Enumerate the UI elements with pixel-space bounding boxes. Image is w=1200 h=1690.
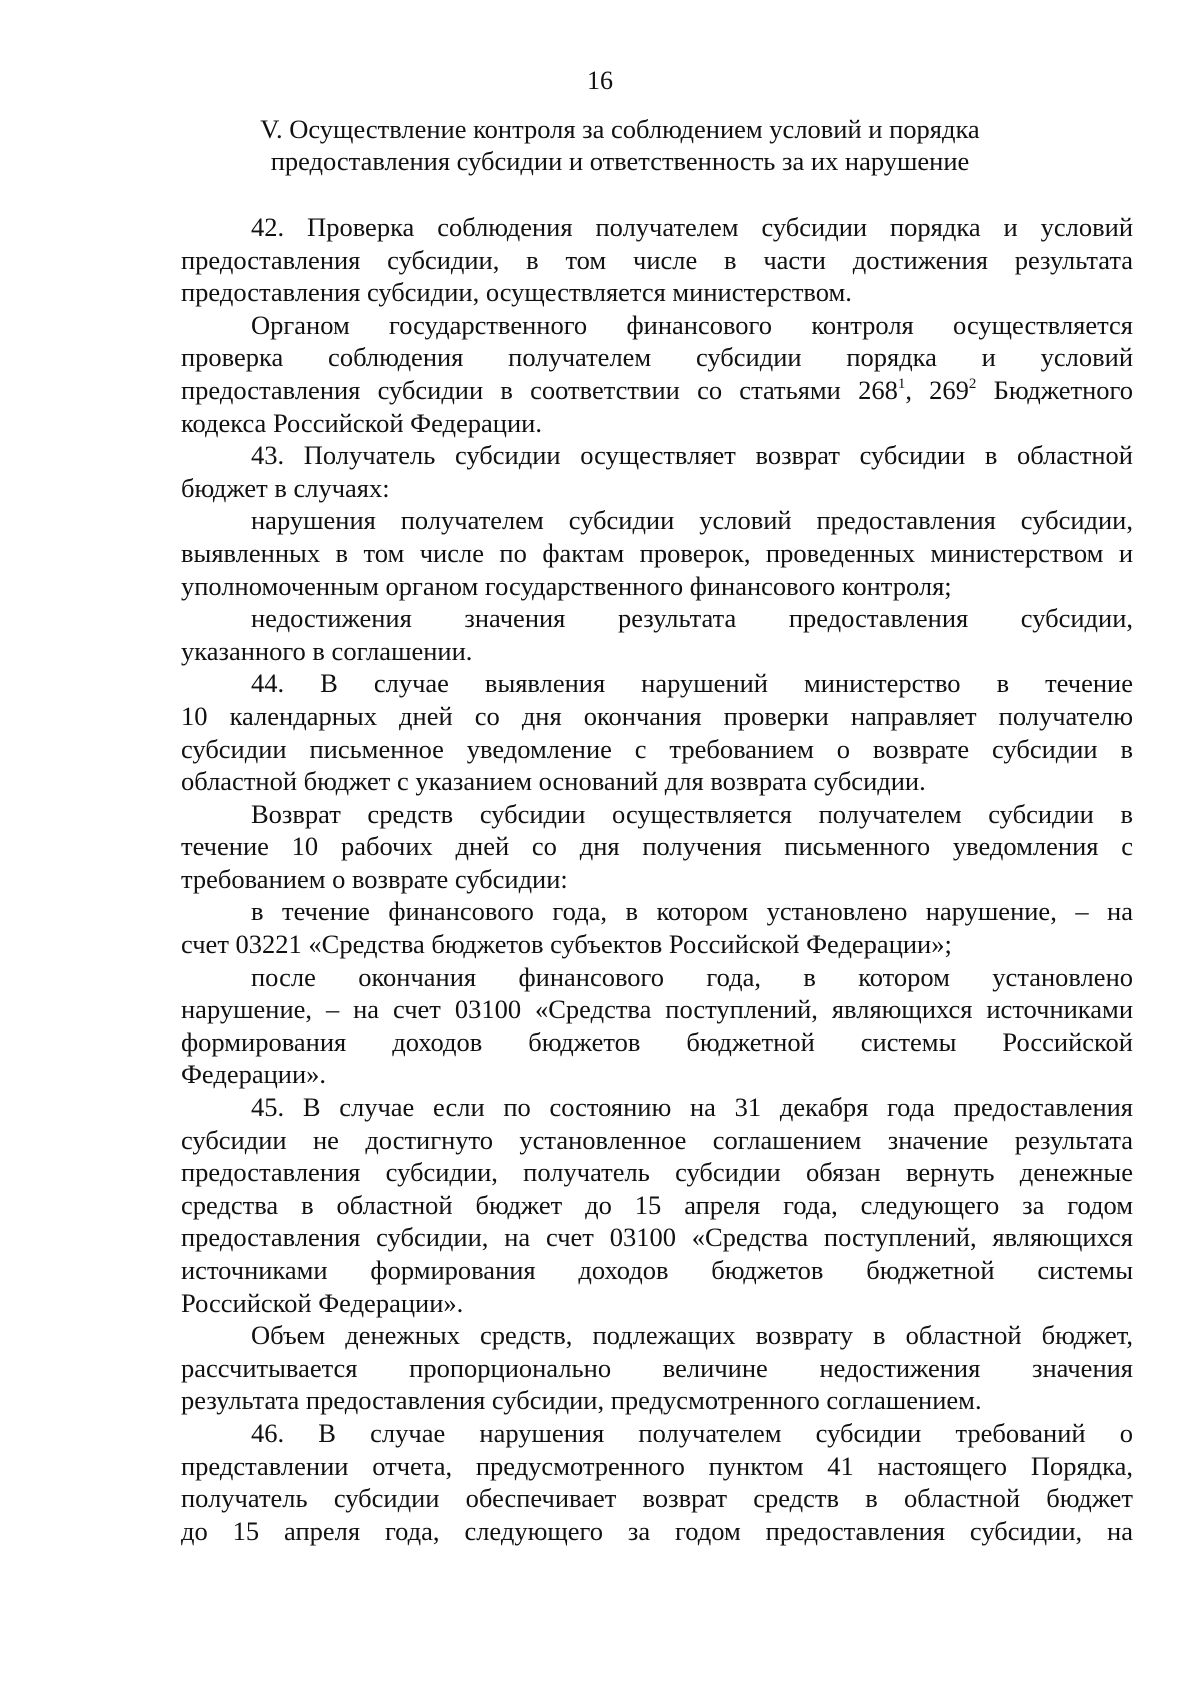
section-heading xyxy=(150,113,1090,177)
text-line: предоставления субсидии, на счет 03100 «Средства поступлений, являющихся xyxy=(181,1222,1133,1253)
page-number: 16 xyxy=(587,66,613,95)
text-line: Российской Федерации». xyxy=(181,1287,464,1318)
text-line: требованием о возврате субсидии: xyxy=(181,863,568,894)
paragraph-violation xyxy=(181,504,1133,602)
paragraph-45 xyxy=(181,1091,1133,1319)
text-line: 10 календарных дней со дня окончания проверки направляет получателю xyxy=(181,700,1133,731)
text-run: , 269 xyxy=(905,374,969,405)
text-line: до 15 апреля года, следующего за годом предоставления субсидии, на xyxy=(181,1515,1133,1546)
text-line: указанного в соглашении. xyxy=(181,635,473,666)
document-body xyxy=(181,211,1133,1547)
paragraph-refund xyxy=(181,798,1133,896)
paragraph-46 xyxy=(181,1417,1133,1547)
text-line: кодекса Российской Федерации. xyxy=(181,407,542,438)
text-line: Федерации». xyxy=(181,1059,327,1090)
text-line: предоставления субсидии, осуществляется министерством. xyxy=(181,277,852,308)
text-line: 45. В случае если по состоянию на 31 декабря года предоставления xyxy=(251,1092,1133,1123)
text-run: предоставления субсидии в соответствии со статьями 268 xyxy=(181,374,898,405)
paragraph-42 xyxy=(181,211,1133,309)
text-line: 44. В случае выявления нарушений министерство в течение xyxy=(251,668,1133,699)
text-line: недостижения значения результата предоставления субсидии, xyxy=(251,603,1133,634)
paragraph-within-year xyxy=(181,895,1133,960)
text-line: предоставления субсидии, в том числе в части достижения результата xyxy=(181,244,1133,275)
text-line: нарушение, – на счет 03100 «Средства поступлений, являющихся источниками xyxy=(181,994,1133,1025)
text-line: субсидии не достигнуто установленное соглашением значение результата xyxy=(181,1124,1133,1155)
paragraph-43 xyxy=(181,439,1133,504)
text-line: после окончания финансового года, в котором установлено xyxy=(251,961,1133,992)
text-line: субсидии письменное уведомление с требованием о возврате субсидии в xyxy=(181,733,1133,764)
text-line: 46. В случае нарушения получателем субсидии требований о xyxy=(251,1417,1133,1448)
superscript: 1 xyxy=(897,375,906,392)
text-line: Органом государственного финансового контроля осуществляется xyxy=(251,309,1133,340)
paragraph-amount xyxy=(181,1319,1133,1417)
text-line: получатель субсидии обеспечивает возврат средств в областной бюджет xyxy=(181,1483,1133,1514)
text-line: формирования доходов бюджетов бюджетной системы Российской xyxy=(181,1026,1133,1057)
text-line: счет 03221 «Средства бюджетов субъектов Российской Федерации»; xyxy=(181,929,952,960)
text-line: Объем денежных средств, подлежащих возврату в областной бюджет, xyxy=(251,1320,1133,1351)
text-line-with-superscripts xyxy=(181,374,1133,407)
text-line: источниками формирования доходов бюджетов бюджетной системы xyxy=(181,1255,1133,1285)
text-line: предоставления субсидии, получатель субсидии обязан вернуть денежные xyxy=(181,1157,1133,1188)
text-line: бюджет в случаях: xyxy=(181,472,390,503)
text-line: рассчитывается пропорционально величине недостижения значения xyxy=(181,1352,1133,1383)
text-line: 43. Получатель субсидии осуществляет возврат субсидии в областной xyxy=(251,440,1133,471)
paragraph-after-year xyxy=(181,961,1133,1091)
paragraph-control-body xyxy=(181,309,1133,439)
text-line: результата предоставления субсидии, предусмотренного соглашением. xyxy=(181,1385,982,1416)
text-line: выявленных в том числе по фактам проверок, проведенных министерством и xyxy=(181,537,1133,568)
text-line: средства в областной бюджет до 15 апреля года, следующего за годом xyxy=(181,1189,1133,1220)
text-run: Бюджетного xyxy=(976,374,1133,405)
section-heading-line-1: V. Осуществление контроля за соблюдением условий и порядка xyxy=(260,114,980,144)
text-line: 42. Проверка соблюдения получателем субсидии порядка и условий xyxy=(251,212,1133,242)
section-heading-line-2: предоставления субсидии и ответственность за их нарушение xyxy=(270,146,970,176)
text-line: представлении отчета, предусмотренного пунктом 41 настоящего Порядка, xyxy=(181,1450,1133,1481)
superscript: 2 xyxy=(968,375,977,392)
paragraph-non-achievement xyxy=(181,602,1133,667)
paragraph-44 xyxy=(181,667,1133,797)
text-line: проверка соблюдения получателем субсидии порядка и условий xyxy=(181,342,1133,373)
text-line: течение 10 рабочих дней со дня получения письменного уведомления с xyxy=(181,831,1133,862)
text-line: уполномоченным органом государственного финансового контроля; xyxy=(181,570,952,601)
text-line: нарушения получателем субсидии условий предоставления субсидии, xyxy=(251,505,1133,536)
text-line: Возврат средств субсидии осуществляется получателем субсидии в xyxy=(251,798,1133,829)
text-line: областной бюджет с указанием оснований для возврата субсидии. xyxy=(181,766,926,797)
text-line: в течение финансового года, в котором установлено нарушение, – на xyxy=(251,896,1133,927)
